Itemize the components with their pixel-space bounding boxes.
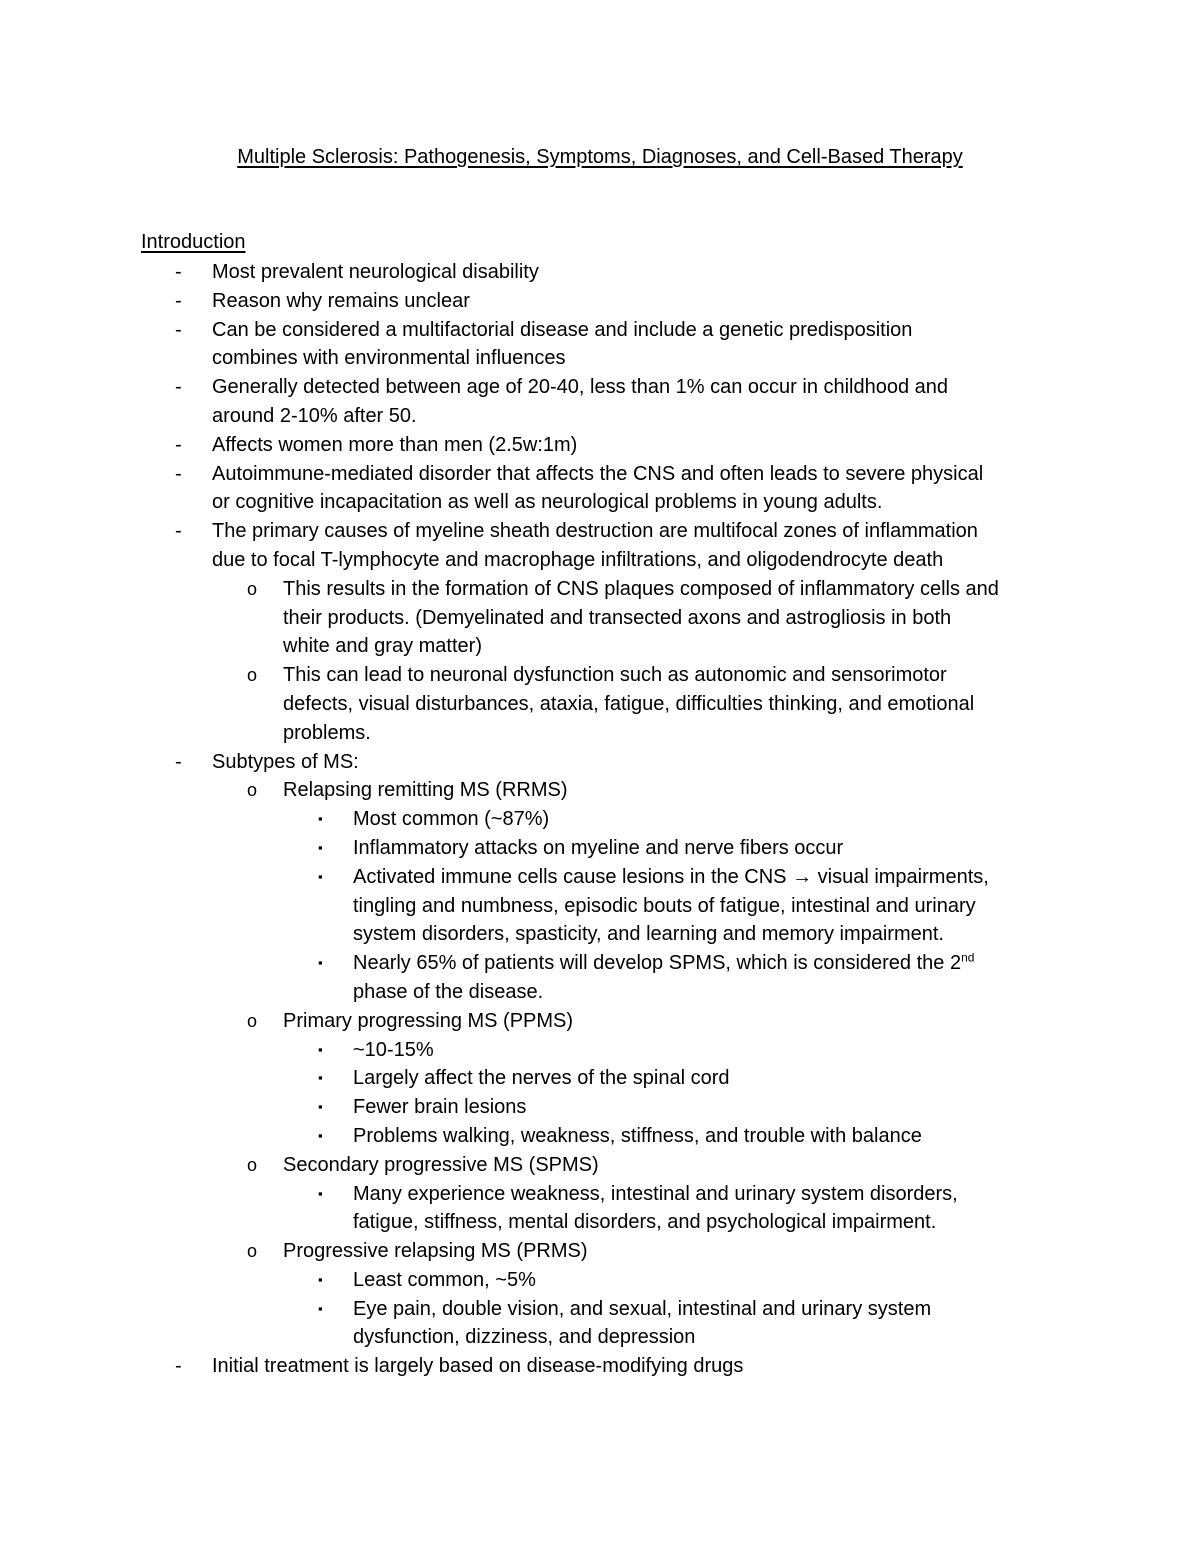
line-text: Problems walking, weakness, stiffness, and trouble with balance — [353, 1124, 922, 1147]
list-item-line — [283, 632, 1200, 661]
line-text: Most prevalent neurological disability — [212, 261, 539, 283]
list-item-text — [212, 748, 1200, 777]
line-text: white and gray matter) — [283, 635, 482, 658]
line-text: Largely affect the nerves of the spinal cord — [353, 1067, 730, 1090]
list-item-line — [212, 488, 1200, 517]
line-text: Many experience weakness, intestinal and urinary system disorders, — [353, 1182, 958, 1205]
line-text: combines with environmental influences — [212, 347, 566, 370]
list-item-line — [212, 287, 1200, 316]
list-item-level-1 — [0, 431, 1200, 460]
list-item-text — [212, 460, 1200, 518]
list-item-level-2 — [0, 661, 1200, 747]
line-text: Most common (~87%) — [353, 808, 550, 831]
list-item-level-2 — [0, 575, 1200, 661]
list-item-line — [353, 1093, 1200, 1122]
ordinal-superscript: nd — [961, 950, 975, 965]
list-item-line — [283, 1151, 1200, 1180]
document-title: Multiple Sclerosis: Pathogenesis, Symptoms, Diagnoses, and Cell-Based Therapy — [237, 146, 963, 168]
list-item-line — [212, 748, 1200, 777]
list-item-text — [353, 805, 1200, 834]
line-text: Generally detected between age of 20-40, less than 1% can occur in childhood and — [212, 376, 949, 399]
list-item-text — [212, 258, 1200, 287]
bullet-marker: - — [175, 261, 182, 283]
line-text: Nearly 65% of patients will develop SPMS, which is considered the 2 — [353, 952, 962, 975]
list-item-level-3 — [0, 1295, 1200, 1353]
line-text: Activated immune cells cause lesions in the CNS → visual impairments, — [353, 865, 989, 888]
line-text: dysfunction, dizziness, and depression — [353, 1326, 696, 1349]
list-item-line — [353, 1122, 1200, 1151]
bullet-marker: - — [175, 1355, 182, 1378]
bullet-marker: - — [175, 318, 182, 341]
list-item-level-3 — [0, 863, 1200, 949]
bullet-marker: ▪ — [318, 1185, 323, 1201]
list-item-line — [283, 604, 1200, 633]
line-text: Initial treatment is largely based on disease-modifying drugs — [212, 1355, 744, 1378]
line-text: Relapsing remitting MS (RRMS) — [283, 779, 568, 802]
list-item-level-3 — [0, 1266, 1200, 1295]
line-text: Eye pain, double vision, and sexual, intestinal and urinary system — [353, 1297, 932, 1320]
list-item-line — [212, 402, 1200, 431]
list-item-text — [283, 661, 1200, 747]
bullet-marker: - — [175, 433, 182, 456]
list-item-line — [353, 892, 1200, 921]
list-item-line — [212, 316, 1200, 345]
list-item-line — [212, 344, 1200, 373]
list-item-line — [212, 258, 1200, 287]
bullet-marker: o — [247, 578, 258, 599]
list-item-level-1 — [0, 287, 1200, 316]
list-item-text — [212, 373, 1200, 431]
list-item-line — [353, 805, 1200, 834]
list-item-level-1 — [0, 460, 1200, 518]
list-item-text — [283, 776, 1200, 805]
list-item-line — [212, 460, 1200, 489]
list-item-text — [353, 1295, 1200, 1353]
bullet-list — [0, 258, 1200, 1381]
list-item-line — [283, 776, 1200, 805]
list-item-line — [353, 834, 1200, 863]
line-text: Progressive relapsing MS (PRMS) — [283, 1240, 588, 1263]
line-text: Can be considered a multifactorial disease and include a genetic predisposition — [212, 318, 913, 341]
line-text: defects, visual disturbances, ataxia, fatigue, difficulties thinking, and emotional — [283, 692, 975, 715]
bullet-marker: ▪ — [318, 1271, 323, 1287]
bullet-marker: ▪ — [318, 1041, 323, 1057]
list-item-line — [353, 1323, 1200, 1352]
section-heading: Introduction — [141, 231, 246, 253]
bullet-marker: ▪ — [318, 1127, 323, 1143]
list-item-line — [283, 575, 1200, 604]
list-item-level-2 — [0, 1151, 1200, 1180]
bullet-marker: ▪ — [318, 839, 323, 855]
list-item-level-1 — [0, 517, 1200, 575]
line-text: ~10-15% — [353, 1038, 434, 1061]
line-text: problems. — [283, 721, 371, 744]
bullet-marker: o — [247, 665, 258, 686]
line-text: due to focal T-lymphocyte and macrophage infiltrations, and oligodendrocyte death — [212, 548, 944, 571]
list-item-line — [353, 1266, 1200, 1295]
bullet-marker: o — [247, 1154, 258, 1175]
list-item-text — [353, 1036, 1200, 1065]
bullet-marker: - — [175, 289, 182, 312]
bullet-marker: - — [175, 750, 182, 773]
list-item-text — [353, 1266, 1200, 1295]
list-item-text — [212, 1352, 1200, 1381]
list-item-line — [212, 431, 1200, 460]
list-item-level-3 — [0, 1180, 1200, 1238]
list-item-level-3 — [0, 805, 1200, 834]
list-item-line — [353, 1295, 1200, 1324]
line-text: Primary progressing MS (PPMS) — [283, 1009, 574, 1032]
bullet-marker: o — [247, 1010, 258, 1031]
list-item-level-3 — [0, 1122, 1200, 1151]
line-text: system disorders, spasticity, and learning and memory impairment. — [353, 923, 944, 946]
bullet-marker: ▪ — [318, 1070, 323, 1086]
bullet-marker: - — [175, 520, 182, 543]
line-text: fatigue, stiffness, mental disorders, and psychological impairment. — [353, 1211, 937, 1234]
list-item-line — [283, 661, 1200, 690]
list-item-line — [212, 1352, 1200, 1381]
list-item-level-3 — [0, 1036, 1200, 1065]
list-item-line — [212, 546, 1200, 575]
list-item-text — [283, 575, 1200, 661]
list-item-text — [353, 1093, 1200, 1122]
list-item-text — [212, 287, 1200, 316]
line-text: Least common, ~5% — [353, 1268, 536, 1291]
list-item-text — [353, 1064, 1200, 1093]
line-text: This can lead to neuronal dysfunction such as autonomic and sensorimotor — [283, 664, 947, 687]
list-item-level-3 — [0, 1064, 1200, 1093]
list-item-text — [283, 1237, 1200, 1266]
list-item-line — [353, 949, 1200, 978]
line-text: Inflammatory attacks on myeline and nerve fibers occur — [353, 836, 844, 859]
list-item-level-1 — [0, 748, 1200, 777]
line-text: Autoimmune-mediated disorder that affects the CNS and often leads to severe physical — [212, 462, 984, 485]
list-item-level-1 — [0, 258, 1200, 287]
list-item-level-1 — [0, 373, 1200, 431]
list-item-text — [212, 431, 1200, 460]
list-item-level-3 — [0, 834, 1200, 863]
list-item-line — [353, 863, 1200, 892]
line-text: phase of the disease. — [353, 980, 544, 1003]
list-item-line — [283, 1237, 1200, 1266]
list-item-text — [283, 1151, 1200, 1180]
list-item-line — [353, 920, 1200, 949]
line-text: around 2-10% after 50. — [212, 404, 417, 427]
list-item-level-2 — [0, 776, 1200, 805]
line-text: tingling and numbness, episodic bouts of fatigue, intestinal and urinary — [353, 894, 976, 917]
bullet-marker: - — [175, 462, 182, 485]
line-text: Subtypes of MS: — [212, 750, 359, 773]
list-item-line — [353, 1036, 1200, 1065]
list-item-line — [283, 1007, 1200, 1036]
list-item-line — [353, 1064, 1200, 1093]
line-text: Affects women more than men (2.5w:1m) — [212, 433, 578, 456]
list-item-text — [283, 1007, 1200, 1036]
list-item-level-3 — [0, 1093, 1200, 1122]
list-item-text — [353, 1180, 1200, 1238]
line-text: Secondary progressive MS (SPMS) — [283, 1153, 599, 1176]
list-item-line — [353, 1208, 1200, 1237]
list-item-text — [212, 517, 1200, 575]
line-text: This results in the formation of CNS plaques composed of inflammatory cells and — [283, 577, 999, 600]
list-item-level-1 — [0, 316, 1200, 374]
bullet-marker: ▪ — [318, 1300, 323, 1316]
list-item-line — [353, 1180, 1200, 1209]
list-item-level-2 — [0, 1007, 1200, 1036]
bullet-marker: ▪ — [318, 811, 323, 827]
list-item-line — [212, 373, 1200, 402]
list-item-text — [212, 316, 1200, 374]
line-text: Fewer brain lesions — [353, 1096, 527, 1119]
list-item-line — [283, 719, 1200, 748]
list-item-level-3 — [0, 949, 1200, 1007]
line-text: their products. (Demyelinated and transected axons and astrogliosis in both — [283, 606, 952, 629]
line-text: or cognitive incapacitation as well as neurological problems in young adults. — [212, 491, 883, 514]
list-item-text — [353, 834, 1200, 863]
bullet-marker: - — [175, 376, 182, 399]
line-text: The primary causes of myeline sheath destruction are multifocal zones of inflammation — [212, 520, 978, 543]
list-item-line — [212, 517, 1200, 546]
list-item-line — [283, 690, 1200, 719]
list-item-level-2 — [0, 1237, 1200, 1266]
list-item-text — [353, 863, 1200, 949]
line-text: Reason why remains unclear — [212, 289, 470, 312]
bullet-marker: ▪ — [318, 1099, 323, 1115]
bullet-marker: o — [247, 1241, 258, 1262]
bullet-marker: o — [247, 780, 258, 801]
list-item-text — [353, 1122, 1200, 1151]
list-item-level-1 — [0, 1352, 1200, 1381]
list-item-text — [353, 949, 1200, 1007]
bullet-marker: ▪ — [318, 868, 323, 884]
list-item-line — [353, 978, 1200, 1007]
bullet-marker: ▪ — [318, 955, 323, 971]
